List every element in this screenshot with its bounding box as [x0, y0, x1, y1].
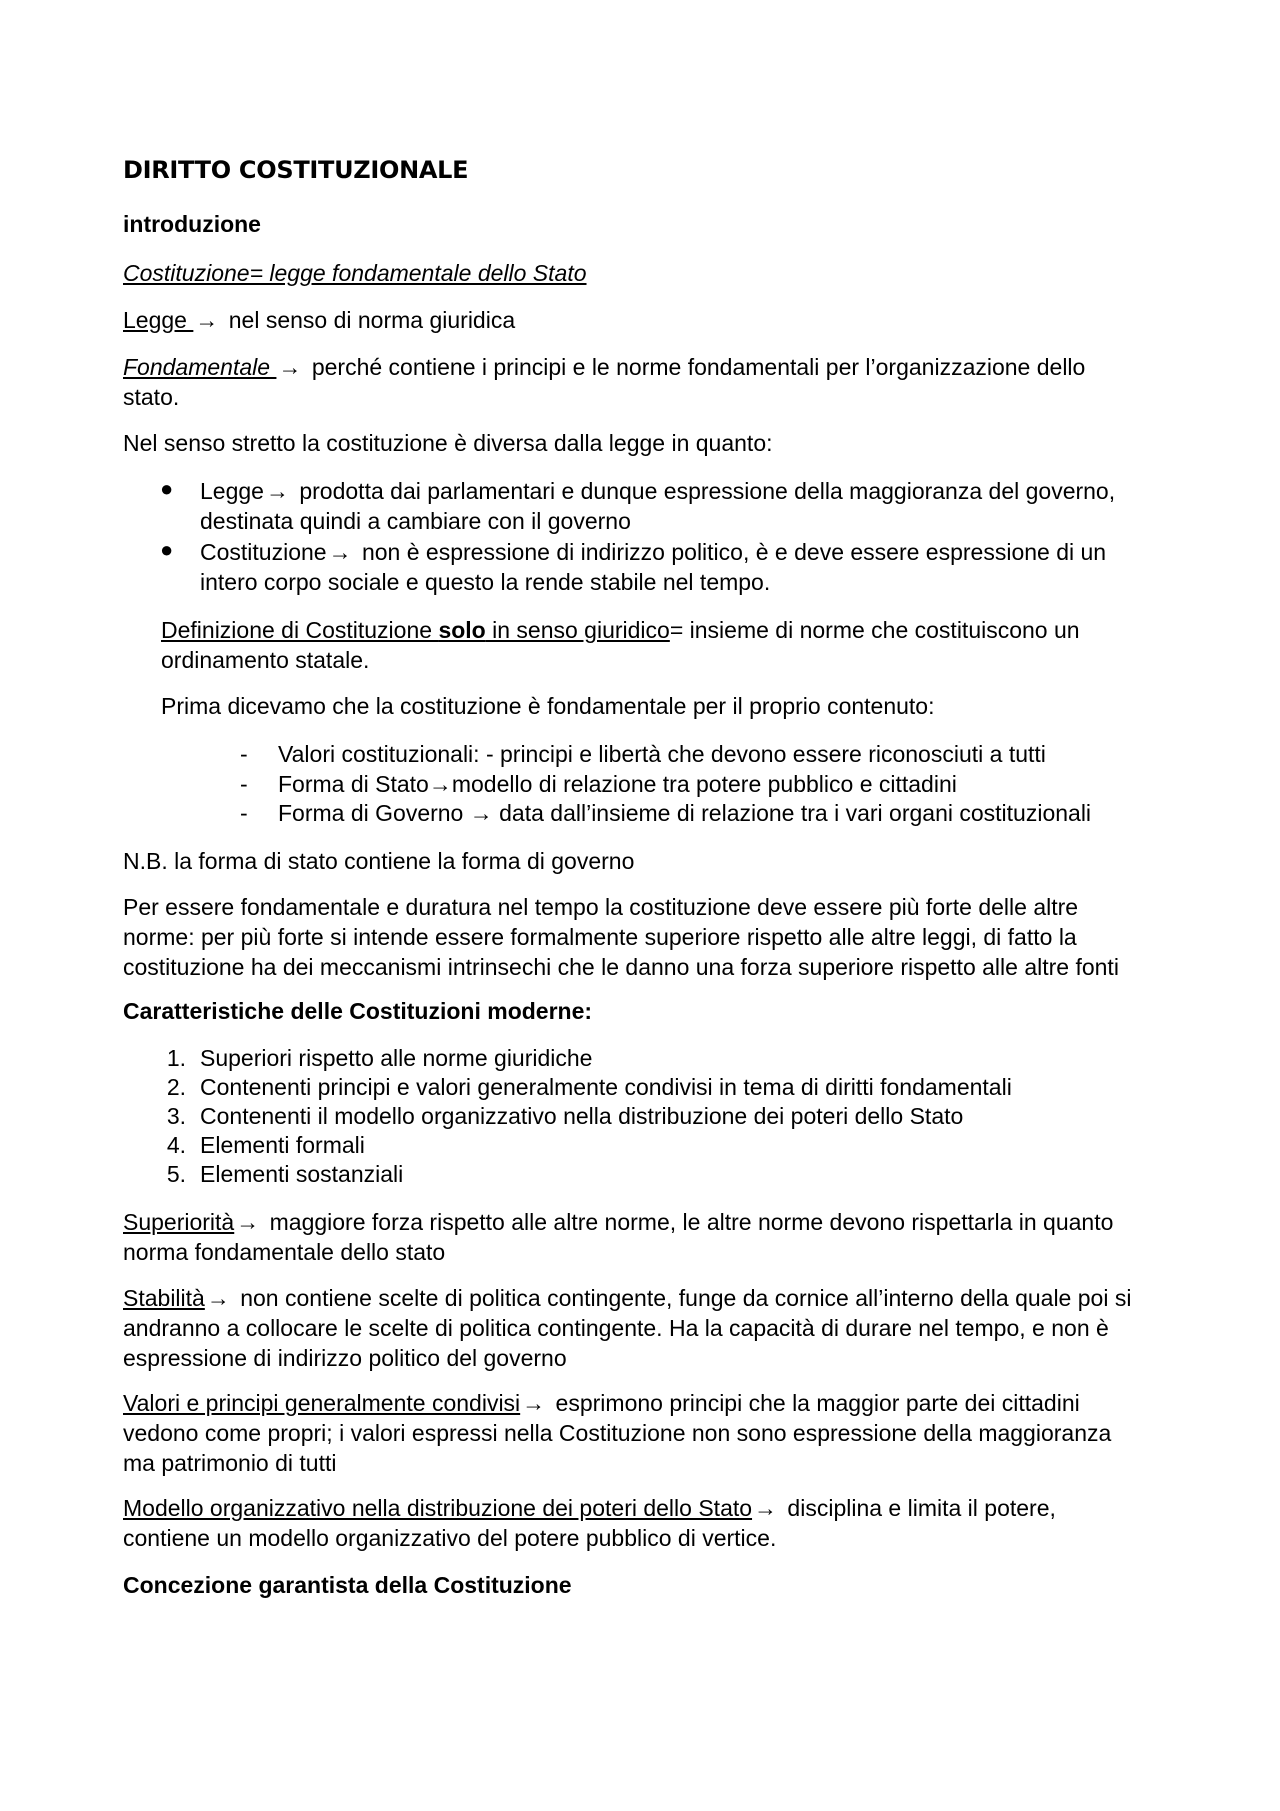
- paragraph-stabilita: [123, 1283, 1131, 1373]
- paragraph-per-essere: [123, 892, 1119, 982]
- per-essere-line: norme: per più forte si intende essere formalmente superiore rispetto alle altre leggi, di fatto la: [123, 924, 1077, 950]
- term-stabilita: Stabilità: [123, 1285, 205, 1311]
- bullet-term: Costituzione: [200, 539, 327, 565]
- per-essere-line: costituzione ha dei meccanismi intrinsechi che le danno una forza superiore rispetto alle altre fonti: [123, 954, 1119, 980]
- bullet-icon: ●: [160, 537, 174, 562]
- bullet-item-legge: [200, 476, 1115, 536]
- paragraph-modello: [123, 1493, 1056, 1553]
- definizione-rest: = insieme di norme che costituiscono un: [669, 617, 1080, 643]
- arrow-icon: →: [206, 1285, 230, 1311]
- list-number: 1.: [166, 1045, 186, 1071]
- dash-item: Forma di Governo → data dall’insieme di relazione tra i vari organi costituzionali: [278, 800, 1092, 826]
- term-modello: Modello organizzativo nella distribuzione dei poteri dello Stato: [123, 1495, 753, 1521]
- stabilita-line-3: espressione di indirizzo politico del governo: [123, 1345, 567, 1371]
- dash-item: Forma di Stato→modello di relazione tra potere pubblico e cittadini: [278, 771, 957, 797]
- paragraph-prima-dicevamo: Prima dicevamo che la costituzione è fondamentale per il proprio contenuto:: [161, 693, 935, 719]
- bullet-text-2: intero corpo sociale e questo la rende stabile nel tempo.: [200, 569, 771, 595]
- fondamentale-text-2: stato.: [123, 384, 180, 410]
- bullet-icon: ●: [160, 476, 174, 501]
- modello-line-1: disciplina e limita il potere,: [781, 1495, 1056, 1521]
- per-essere-line: Per essere fondamentale e duratura nel tempo la costituzione deve essere più forte delle altre: [123, 894, 1079, 920]
- term-legge: Legge: [123, 307, 194, 333]
- bullet-item-costituzione: [200, 537, 1106, 597]
- arrow-icon: →: [236, 1209, 260, 1235]
- document-title: DIRITTO COSTITUZIONALE: [123, 156, 469, 184]
- list-item: Contenenti il modello organizzativo nella distribuzione dei poteri dello Stato: [200, 1103, 964, 1129]
- list-number: 3.: [166, 1103, 186, 1129]
- valori-line-2: vedono come propri; i valori espressi nella Costituzione non sono espressione della maggioranza: [123, 1420, 1112, 1446]
- dash-item: Valori costituzionali: - principi e libertà che devono essere riconosciuti a tutti: [278, 741, 1046, 767]
- list-item: Elementi formali: [200, 1132, 365, 1158]
- modello-line-2: contiene un modello organizzativo del potere pubblico di vertice.: [123, 1525, 777, 1551]
- bullet-text-1: prodotta dai parlamentari e dunque espressione della maggioranza del governo,: [292, 478, 1116, 504]
- stabilita-line-2: andranno a collocare le scelte di politica contingente. Ha la capacità di durare nel tempo, e non è: [123, 1315, 1109, 1341]
- definizione-bold: solo: [438, 617, 486, 643]
- paragraph-senso-stretto: Nel senso stretto la costituzione è diversa dalla legge in quanto:: [123, 430, 773, 456]
- definition-costituzione: Costituzione= legge fondamentale dello Stato: [123, 260, 587, 286]
- arrow-icon: →: [195, 307, 219, 333]
- valori-line-1: esprimono principi che la maggior parte dei cittadini: [549, 1390, 1080, 1416]
- dash-marker: -: [240, 771, 248, 797]
- paragraph-superiorita: [123, 1207, 1113, 1267]
- list-number: 2.: [166, 1074, 186, 1100]
- heading-concezione: Concezione garantista della Costituzione: [123, 1572, 572, 1598]
- paragraph-valori: [123, 1388, 1111, 1478]
- legge-text: nel senso di norma giuridica: [222, 307, 516, 333]
- paragraph-nb: N.B. la forma di stato contiene la forma di governo: [123, 848, 635, 874]
- arrow-icon: →: [754, 1495, 778, 1521]
- list-number: 5.: [166, 1161, 186, 1187]
- section-heading-introduzione: introduzione: [123, 211, 261, 237]
- list-item: Contenenti principi e valori generalmente condivisi in tema di diritti fondamentali: [200, 1074, 1012, 1100]
- superiorita-line-2: norma fondamentale dello stato: [123, 1239, 446, 1265]
- definizione-part-1: Definizione di Costituzione: [161, 617, 439, 643]
- definizione-part-2: in senso giuridico: [485, 617, 670, 643]
- bullet-text-2: destinata quindi a cambiare con il governo: [200, 508, 631, 534]
- paragraph-legge: [123, 305, 515, 335]
- list-item: Elementi sostanziali: [200, 1161, 404, 1187]
- paragraph-definizione: [161, 615, 1080, 675]
- fondamentale-text-1: perché contiene i principi e le norme fondamentali per l’organizzazione dello: [305, 354, 1086, 380]
- heading-caratteristiche: Caratteristiche delle Costituzioni moderne:: [123, 998, 593, 1024]
- term-valori: Valori e principi generalmente condivisi: [123, 1390, 521, 1416]
- term-superiorita: Superiorità: [123, 1209, 235, 1235]
- bullet-text-1: non è espressione di indirizzo politico, è e deve essere espressione di un: [355, 539, 1107, 565]
- paragraph-fondamentale: [123, 352, 1085, 412]
- dash-marker: -: [240, 741, 248, 767]
- list-number: 4.: [166, 1132, 186, 1158]
- list-item: Superiori rispetto alle norme giuridiche: [200, 1045, 593, 1071]
- term-fondamentale: Fondamentale: [123, 354, 277, 380]
- arrow-icon: →: [328, 539, 352, 565]
- bullet-term: Legge: [200, 478, 264, 504]
- definizione-line-2: ordinamento statale.: [161, 647, 370, 673]
- arrow-icon: →: [522, 1390, 546, 1416]
- arrow-icon: →: [278, 354, 302, 380]
- arrow-icon: →: [265, 478, 289, 504]
- dash-marker: -: [240, 800, 248, 826]
- valori-line-3: ma patrimonio di tutti: [123, 1450, 337, 1476]
- stabilita-line-1: non contiene scelte di politica contingente, funge da cornice all’interno della quale poi si: [233, 1285, 1132, 1311]
- superiorita-line-1: maggiore forza rispetto alle altre norme, le altre norme devono rispettarla in quanto: [263, 1209, 1114, 1235]
